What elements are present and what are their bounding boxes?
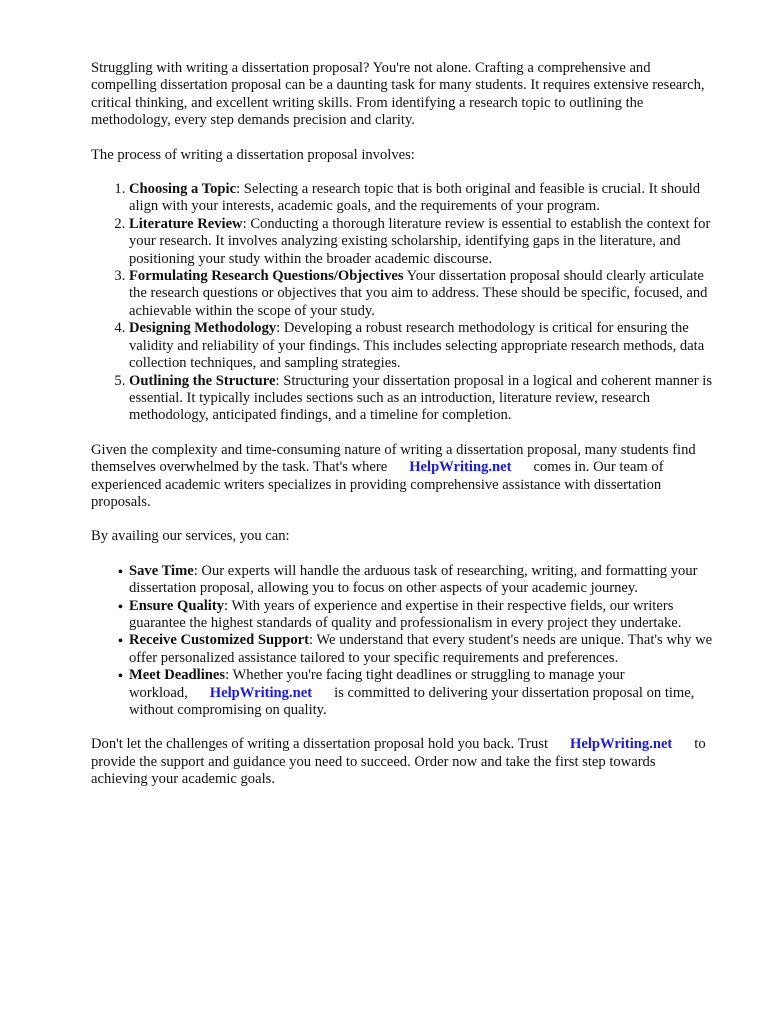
benefit-term: Ensure Quality (129, 597, 225, 614)
step-text: Your dissertation proposal should clearly articulate the research questions or objectives that you aim to address. These should be specific, focused, and achievable within the scope of your study. (129, 268, 708, 319)
bullet-icon: • (118, 564, 123, 580)
benefits-list (91, 563, 714, 720)
list-item (118, 562, 714, 598)
benefit-text: : With years of experience and expertise in their respective fields, our writers guarantee the highest standards of quality and professionalism in every project they undertake. (129, 597, 682, 631)
helpwriting-link[interactable]: HelpWriting.net (209, 684, 313, 701)
step-separator: : (275, 372, 280, 389)
list-item (118, 667, 714, 719)
benefit-text: : Our experts will handle the arduous task of researching, writing, and formatting your dissertation proposal, allowing you to focus on other aspects of your academic journey. (129, 562, 698, 597)
list-item (118, 632, 714, 667)
step-separator: : (236, 181, 241, 198)
benefit-term: Receive Customized Support (129, 632, 309, 649)
given-text-after: comes in. Our team of experienced academic writers specializes in providing comprehensive assistance with dissertation proposals. (91, 459, 664, 510)
closing-text-after: to provide the support and guidance you need to succeed. Order now and take the first step towards achieving your academic goals. (91, 736, 706, 788)
given-paragraph (91, 442, 714, 512)
benefit-term: Meet Deadlines (129, 667, 226, 684)
list-item (129, 373, 714, 425)
step-term: Choosing a Topic (129, 181, 237, 198)
benefit-text: : We understand that every student's needs are unique. That's why we offer personalized assistance tailored to your specific requirements and preferences. (129, 632, 713, 666)
step-term: Literature Review (129, 215, 243, 232)
closing-text-before: Don't let the challenges of writing a dissertation proposal hold you back. Trust (91, 736, 548, 753)
list-item (118, 597, 714, 633)
step-separator: : (276, 320, 281, 337)
list-item (129, 320, 714, 372)
bullet-icon: • (118, 634, 123, 650)
helpwriting-link[interactable]: HelpWriting.net (570, 736, 673, 753)
process-lead: The process of writing a dissertation proposal involves: (91, 146, 415, 163)
process-steps-list (91, 181, 714, 425)
bullet-icon: • (118, 599, 123, 615)
step-text: Selecting a research topic that is both original and feasible is crucial. It should align with your interests, academic goals, and the requirements of your program. (129, 181, 701, 215)
step-term: Designing Methodology (129, 320, 277, 337)
benefit-text-after: is committed to delivering your dissertation proposal on time, without compromising on quality. (129, 684, 695, 718)
list-item (129, 216, 714, 268)
list-item (129, 268, 714, 320)
bullet-icon: • (118, 669, 123, 685)
list-item (129, 181, 714, 216)
given-text-before: Given the complexity and time-consuming nature of writing a dissertation proposal, many students find themselves overwhelmed by the task. That's where (91, 441, 696, 476)
closing-paragraph (91, 736, 714, 788)
helpwriting-link[interactable]: HelpWriting.net (409, 459, 512, 476)
benefit-text: : Whether you're facing tight deadlines or struggling to manage your workload, (129, 667, 625, 701)
intro-paragraph: Struggling with writing a dissertation proposal? You're not alone. Crafting a comprehensive and compelling dissertation proposal can be a daunting task for many students. It requires extensive research, critical thinking, and excellent writing skills. From identifying a research topic to outlining the methodology, every step demands precision and clarity. (91, 60, 705, 129)
benefit-term: Save Time (129, 562, 194, 579)
avail-lead: By availing our services, you can: (91, 528, 290, 545)
step-text: Conducting a thorough literature review is essential to establish the context for your research. It involves analyzing existing scholarship, identifying gaps in the literature, and positioning your study within the broader academic discourse. (129, 215, 711, 267)
step-text: Developing a robust research methodology is critical for ensuring the validity and reliability of your findings. This includes selecting appropriate research methods, data collection techniques, and sampling strategies. (129, 320, 705, 372)
step-separator: : (242, 215, 247, 232)
step-term: Outlining the Structure (129, 372, 276, 389)
step-term: Formulating Research Questions/Objectives (129, 268, 404, 285)
step-text: Structuring your dissertation proposal in a logical and coherent manner is essential. It typically includes sections such as an introduction, literature review, research methodology, anticipated findings, and a timeline for completion. (129, 372, 712, 424)
